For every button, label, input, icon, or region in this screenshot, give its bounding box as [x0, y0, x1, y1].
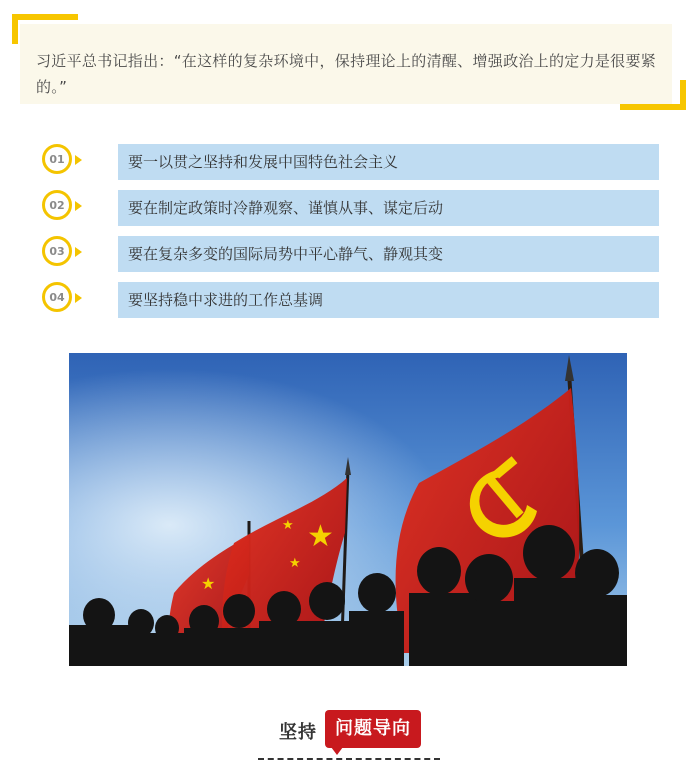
- svg-text:★: ★: [307, 519, 334, 554]
- list-item-text: 要在复杂多变的国际局势中平心静气、静观其变: [118, 236, 659, 272]
- arrow-icon: [75, 155, 82, 165]
- quote-corner-bottom-right: [620, 80, 686, 110]
- arrow-icon: [75, 247, 82, 257]
- flags-photo-illustration: [69, 353, 627, 666]
- list-item: [40, 236, 660, 272]
- badge-pointer: [331, 747, 343, 755]
- number-badge: 04: [42, 282, 72, 312]
- section-heading: [0, 706, 699, 766]
- svg-text:★: ★: [282, 518, 294, 533]
- quote-block: [12, 14, 686, 110]
- quote-corner-top-left: [12, 14, 78, 44]
- quote-text: 习近平总书记指出：“在这样的复杂环境中，保持理论上的清醒、增强政治上的定力是很要紧的。”: [20, 24, 672, 104]
- list-item-text: 要坚持稳中求进的工作总基调: [118, 282, 659, 318]
- list-item-text: 要一以贯之坚持和发展中国特色社会主义: [118, 144, 659, 180]
- svg-text:★: ★: [289, 556, 301, 571]
- section-heading-lead: 坚持: [279, 722, 317, 743]
- arrow-icon: [75, 293, 82, 303]
- numbered-list: [40, 144, 660, 328]
- flags-photo: [69, 353, 627, 666]
- list-item-text: 要在制定政策时冷静观察、谨慎从事、谋定后动: [118, 190, 659, 226]
- number-badge: 02: [42, 190, 72, 220]
- dashed-divider: [258, 758, 440, 760]
- svg-text:★: ★: [201, 574, 216, 593]
- number-badge: 03: [42, 236, 72, 266]
- list-item: [40, 144, 660, 180]
- list-item: [40, 190, 660, 226]
- arrow-icon: [75, 201, 82, 211]
- list-item: [40, 282, 660, 318]
- number-badge: 01: [42, 144, 72, 174]
- section-heading-badge: 问题导向: [325, 710, 421, 748]
